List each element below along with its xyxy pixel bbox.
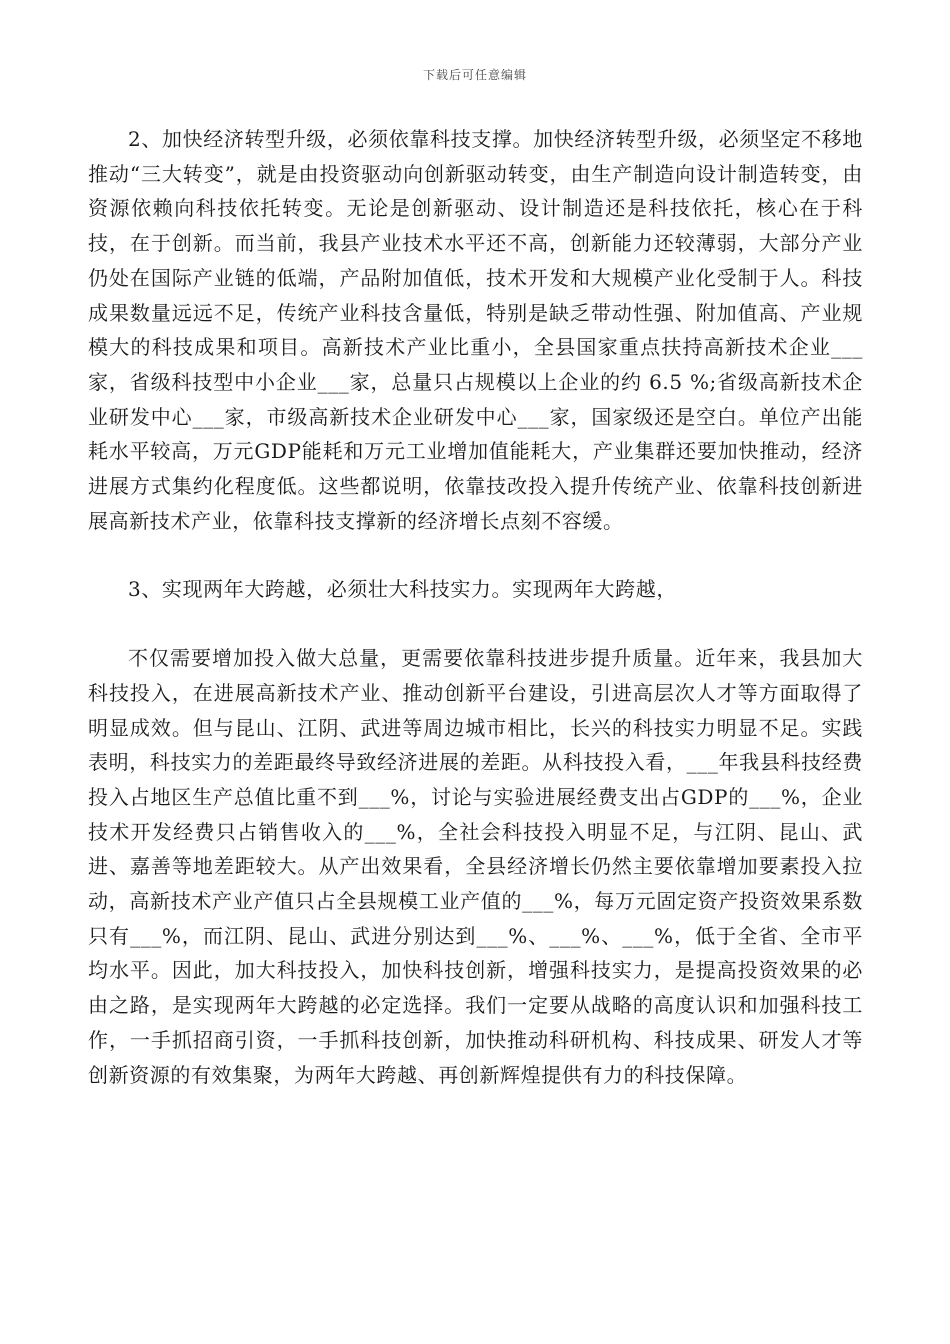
paragraph-spacer xyxy=(88,607,863,641)
paragraph-spacer xyxy=(88,538,863,572)
page-header-note: 下载后可任意编辑 xyxy=(422,68,527,82)
paragraph-technology-strength: 不仅需要增加投入做大总量，更需要依靠科技进步提升质量。近年来，我县加大科技投入，在进展高新技术产业、推动创新平台建设，引进高层次人才等方面取得了明显成效。但与昆山、江阴、武进等周边城市相比，长兴的科技实力明显不足。实践表明，科技实力的差距最终导致经济进展的差距。从科技投入看，___年我县科技经费投入占地区生产总值比重不到___%，讨论与实验进展经费支出占GDP的___%，企业技术开发经费只占销售收入的___%，全社会科技投入明显不足，与江阴、昆山、武进、嘉善等地差距较大。从产出效果看，全县经济增长仍然主要依靠增加要素投入拉动，高新技术产业产值只占全县规模工业产值的___%，每万元固定资产投资效果系数只有___%，而江阴、昆山、武进分别达到___%、___%、___%，低于全省、全市平均水平。因此，加大科技投入，加快科技创新，增强科技实力，是提高投资效果的必由之路，是实现两年大跨越的必定选择。我们一定要从战略的高度认识和加强科技工作，一手抓招商引资，一手抓科技创新，加快推动科研机构、科技成果、研发人才等创新资源的有效集聚，为两年大跨越、再创新辉煌提供有力的科技保障。 xyxy=(88,646,863,1087)
paragraph-two-year-leap-heading: 3、实现两年大跨越，必须壮大科技实力。实现两年大跨越， xyxy=(128,577,677,602)
document-body xyxy=(88,122,863,1092)
paragraph-economic-transformation: 2、加快经济转型升级，必须依靠科技支撑。加快经济转型升级，必须坚定不移地推动“三大转变”，就是由投资驱动向创新驱动转变，由生产制造向设计制造转变，由资源依赖向科技依托转变。无论是创新驱动、设计制造还是科技依托，核心在于科技，在于创新。而当前，我县产业技术水平还不高，创新能力还较薄弱，大部分产业仍处在国际产业链的低端，产品附加值低，技术开发和大规模产业化受制于人。科技成果数量远远不足，传统产业科技含量低，特别是缺乏带动性强、附加值高、产业规模大的科技成果和项目。高新技术产业比重小，全县国家重点扶持高新技术企业___家，省级科技型中小企业___家，总量只占规模以上企业的约 6.5 %;省级高新技术企业研发中心___家，市级高新技术企业研发中心___家，国家级还是空白。单位产出能耗水平较高，万元GDP能耗和万元工业增加值能耗大，产业集群还要加快推动，经济进展方式集约化程度低。这些都说明，依靠技改投入提升传统产业、依靠科技创新进展高新技术产业，依靠科技支撑新的经济增长点刻不容缓。 xyxy=(88,127,863,533)
